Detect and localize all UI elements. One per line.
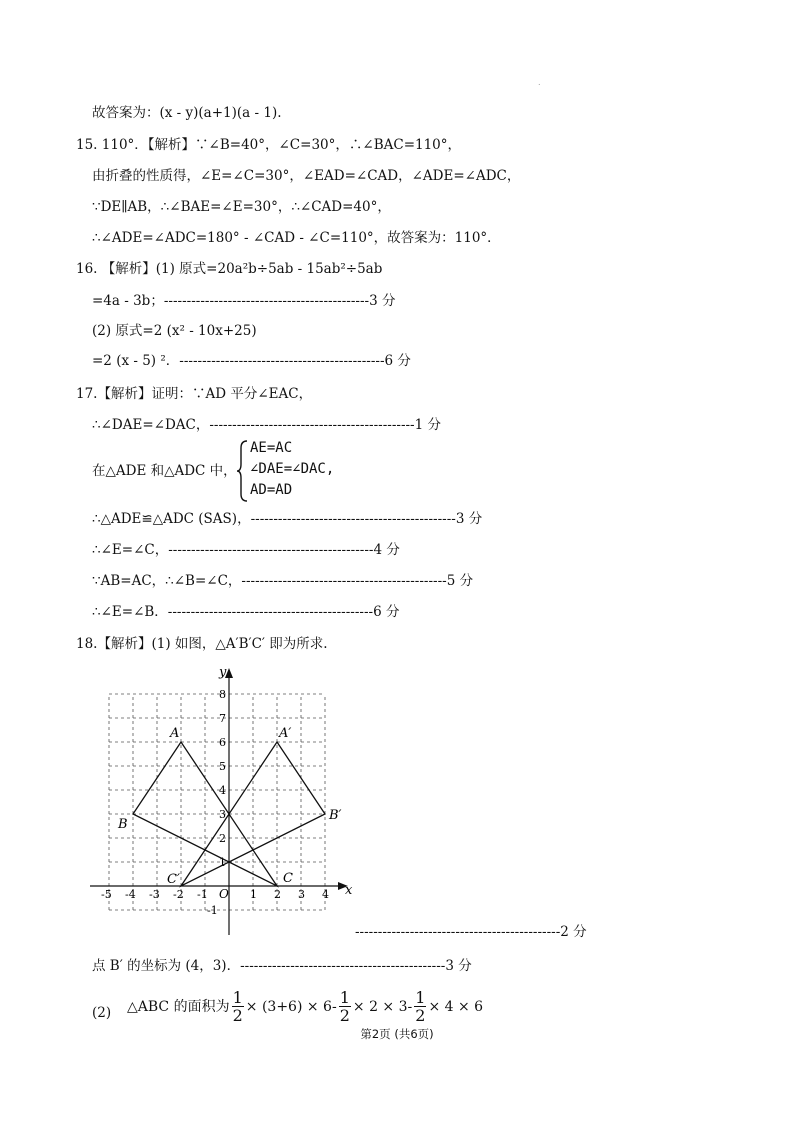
- x-tick-label: 4: [322, 888, 329, 901]
- point-label-a-prime: A′: [279, 726, 292, 741]
- y-tick-label: 8: [219, 688, 226, 701]
- x-tick-label: 2: [274, 888, 281, 901]
- y-tick-label: 5: [219, 760, 226, 773]
- point-label-a: A: [170, 726, 180, 741]
- q15-line-1: 15. 110°．【解析】∵∠B=40°，∠C=30°，∴∠BAC=110°，: [76, 137, 462, 153]
- q17-line-7: ∴∠E=∠B．---------------------------------------------6 分: [92, 604, 400, 620]
- q17-line-5: ∴∠E=∠C，---------------------------------------------4 分: [92, 542, 400, 558]
- q18-score-2: ---------------------------------------------2 分: [355, 924, 587, 940]
- page-footer: 第2页 (共6页): [360, 1027, 434, 1041]
- condition-ad-ad: AD=AD: [250, 482, 293, 498]
- system-brace: [237, 440, 249, 502]
- point-label-b: B: [118, 817, 128, 832]
- area-prefix: △ABC 的面积为: [127, 998, 230, 1015]
- point-label-c-prime: C′: [167, 872, 180, 887]
- fraction-1: $\frac{1}{2}$: [232, 988, 243, 1025]
- fraction-3: $\frac{1}{2}$: [415, 988, 426, 1025]
- q17-line-3-prefix: 在△ADE 和△ADC 中，: [92, 463, 237, 479]
- q17-line-2: ∴∠DAE=∠DAC，---------------------------------------------1 分: [92, 417, 442, 433]
- q18-part2-label: (2): [92, 1005, 112, 1021]
- x-tick-label: -1: [197, 888, 208, 901]
- area-mid-1: × (3+6) × 6-: [245, 998, 337, 1015]
- condition-ae-ac: AE=AC: [250, 440, 293, 456]
- congruence-conditions: [250, 438, 360, 502]
- x-tick-label: 1: [250, 888, 257, 901]
- q15-line-2: 由折叠的性质得，∠E=∠C=30°，∠EAD=∠CAD，∠ADE=∠ADC，: [92, 168, 521, 184]
- q16-line-2: =4a - 3b；---------------------------------------------3 分: [92, 293, 396, 309]
- y-axis-label: y: [219, 665, 227, 680]
- y-tick-label: -1: [207, 904, 218, 917]
- x-tick-label: -3: [149, 888, 160, 901]
- point-label-b-prime: B′: [329, 808, 342, 823]
- x-tick-label: 3: [298, 888, 305, 901]
- point-label-c: C: [283, 871, 293, 886]
- q16-line-1: 16. 【解析】(1) 原式=20a²b÷5ab - 15ab²÷5ab: [76, 261, 383, 277]
- y-tick-label: 3: [219, 808, 226, 821]
- fraction-2: $\frac{1}{2}$: [339, 988, 350, 1025]
- q17-line-1: 17.【解析】证明：∵AD 平分∠EAC，: [76, 386, 313, 402]
- y-tick-label: 2: [219, 832, 226, 845]
- q17-line-6: ∵AB=AC，∴∠B=∠C，---------------------------------------------5 分: [92, 573, 474, 589]
- answer-line-14: 故答案为：(x - y)(a+1)(a - 1).: [92, 105, 282, 121]
- x-axis-label: x: [345, 883, 353, 898]
- y-tick-label: 4: [219, 784, 226, 797]
- area-mid-3: × 4 × 6: [428, 998, 484, 1015]
- origin-label: O: [219, 887, 229, 901]
- q18-line-1: 18.【解析】(1) 如图，△A′B′C′ 即为所求.: [76, 636, 328, 652]
- q16-line-4: =2 (x - 5) ²．---------------------------------------------6 分: [92, 353, 411, 369]
- header-dot: .: [538, 78, 541, 87]
- y-tick-label: 1: [219, 856, 226, 869]
- tick-labels: [101, 688, 329, 917]
- q17-line-4: ∴△ADE≌△ADC (SAS)，---------------------------------------------3 分: [92, 511, 483, 527]
- x-tick-label: -5: [101, 888, 112, 901]
- area-expression: [127, 989, 483, 1024]
- condition-angle-dae-dac: ∠DAE=∠DAC,: [250, 461, 335, 477]
- q15-line-3: ∵DE∥AB，∴∠BAE=∠E=30°，∴∠CAD=40°，: [92, 199, 391, 215]
- q16-line-3: (2) 原式=2 (x² - 10x+25): [92, 323, 257, 339]
- x-tick-label: -4: [125, 888, 136, 901]
- coordinate-graph: [80, 660, 370, 940]
- area-mid-2: × 2 × 3-: [352, 998, 413, 1015]
- q18-line-2: 点 B′ 的坐标为 (4，3)．---------------------------------------------3 分: [92, 958, 472, 974]
- q15-line-4: ∴∠ADE=∠ADC=180° - ∠CAD - ∠C=110°，故答案为：110°．: [92, 230, 501, 246]
- x-tick-label: -2: [173, 888, 184, 901]
- y-tick-label: 7: [219, 712, 226, 725]
- y-tick-label: 6: [219, 736, 226, 749]
